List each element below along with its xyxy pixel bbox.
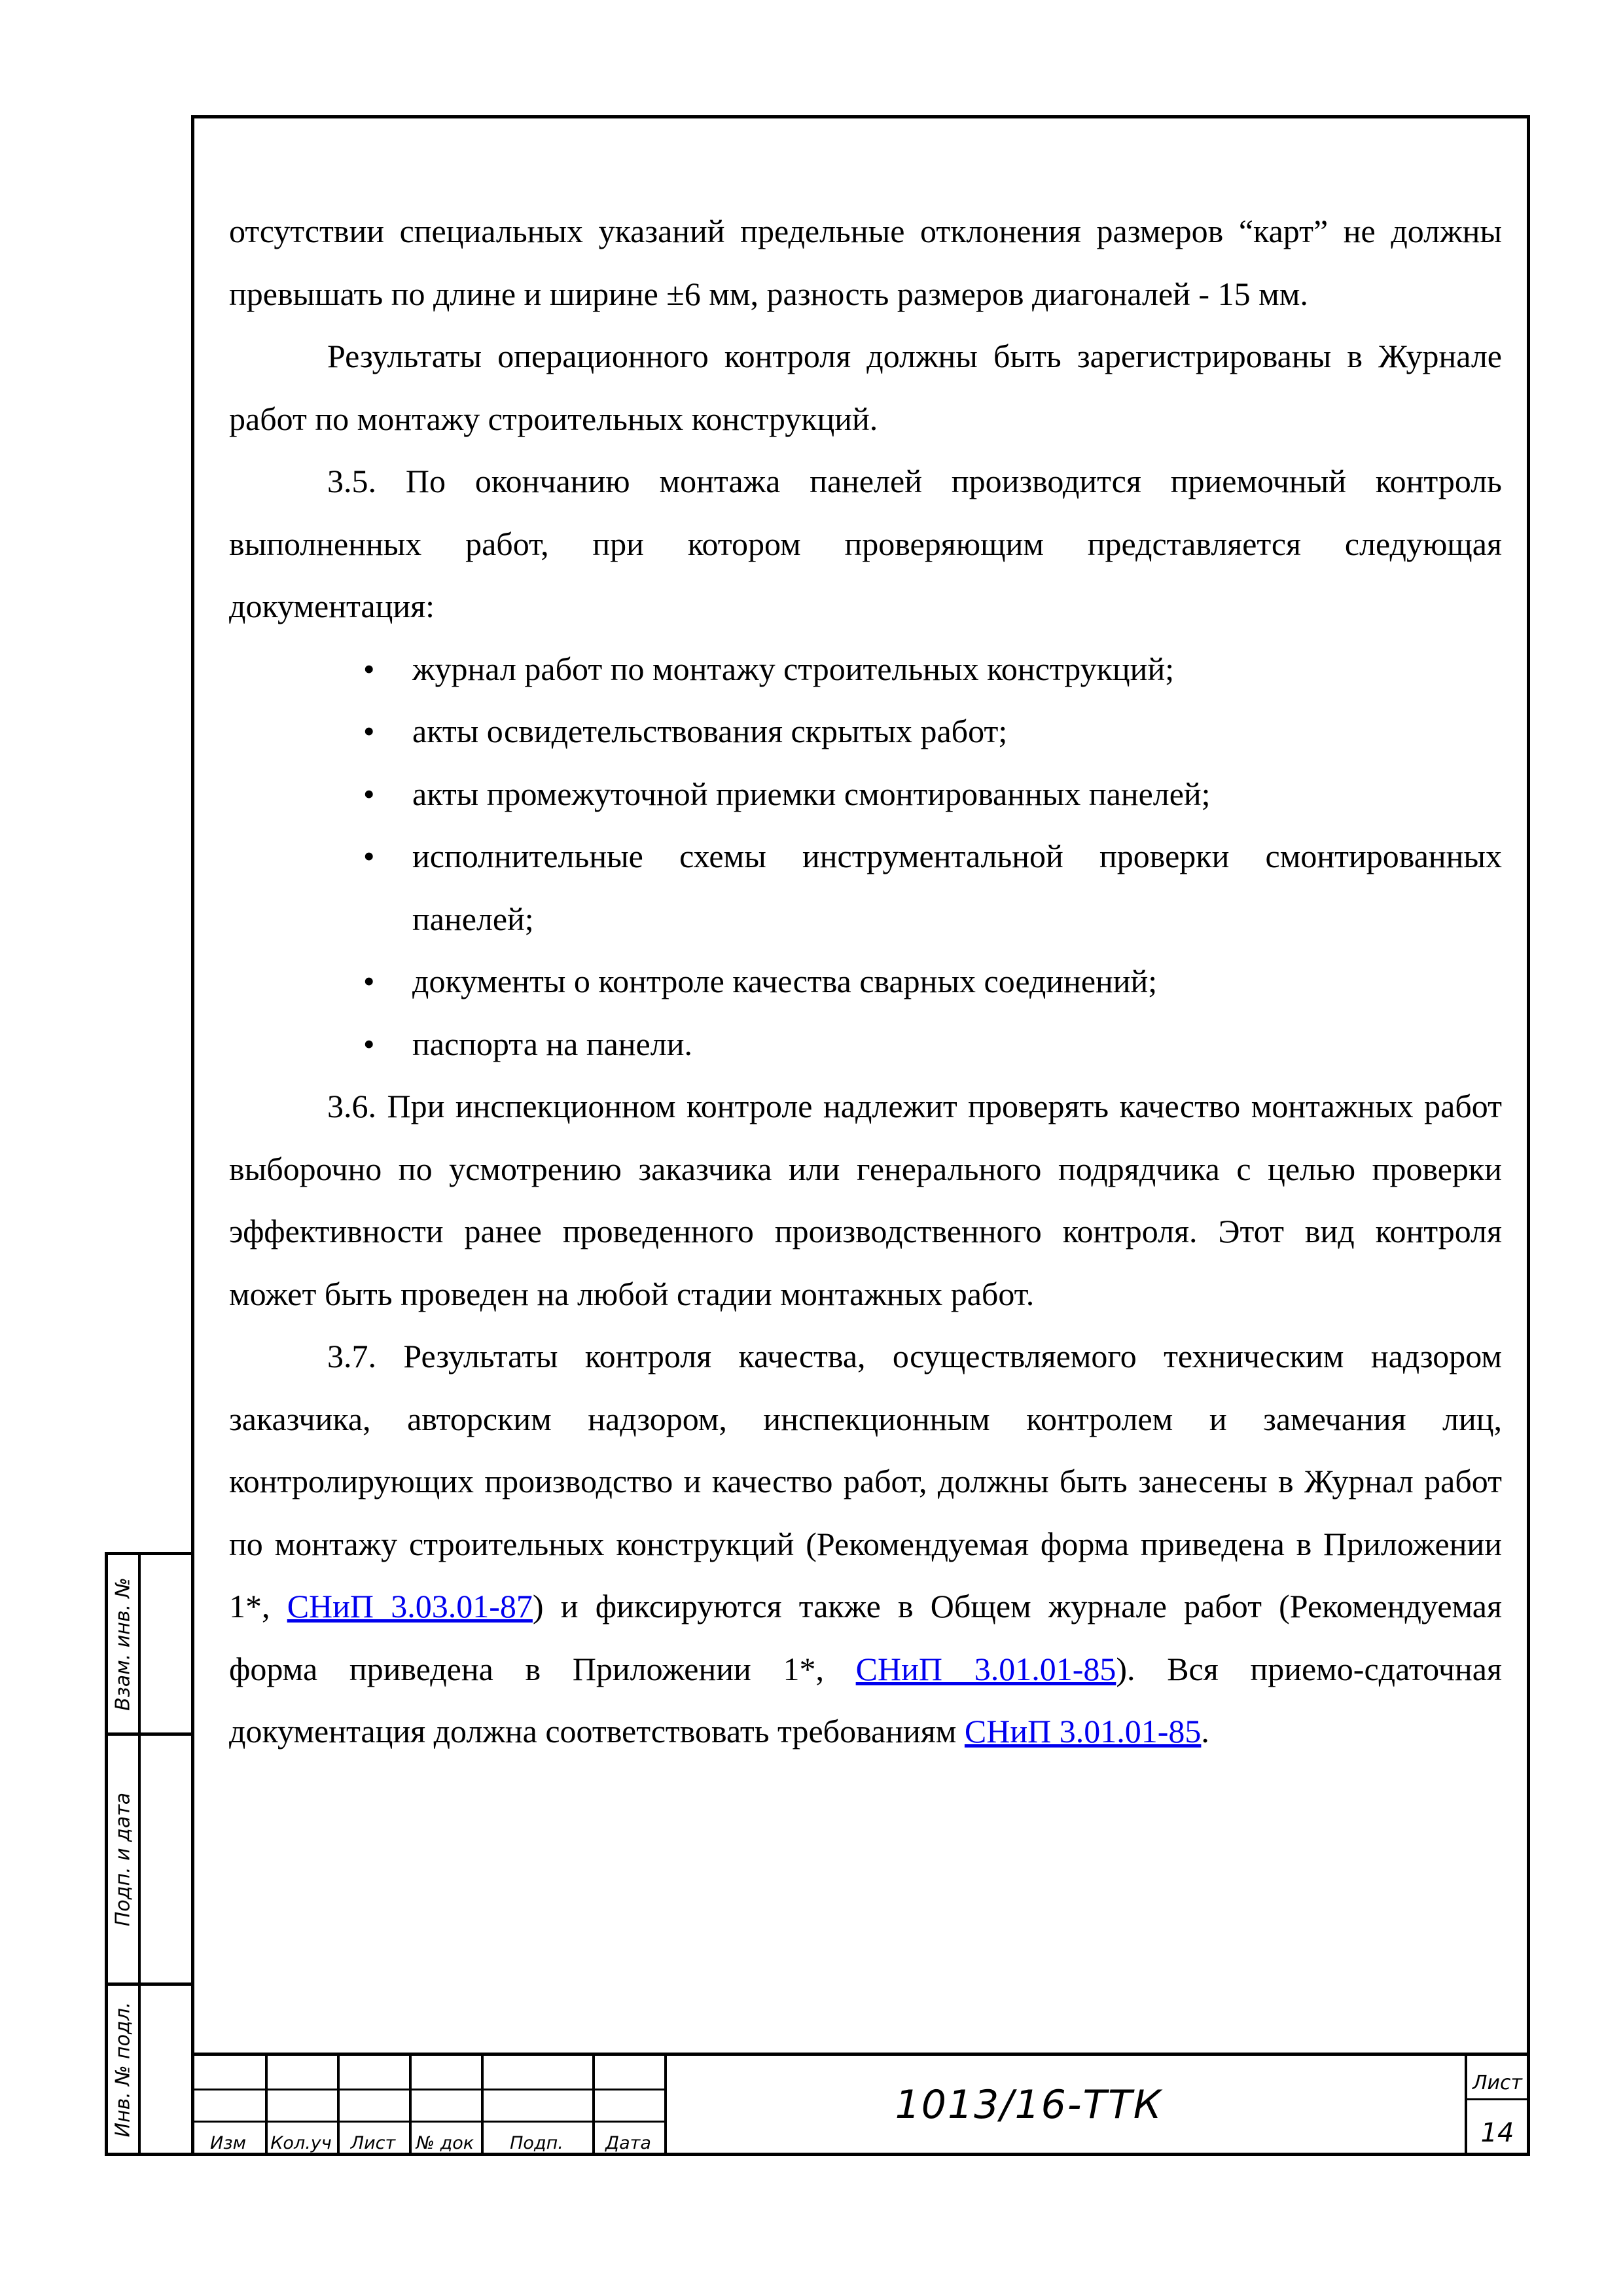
side-stamp — [105, 1552, 194, 2156]
list-item-text: акты освидетельствования скрытых работ; — [412, 713, 1008, 749]
snip-3-01-01-85-link[interactable]: СНиП 3.01.01-85 — [964, 1713, 1202, 1749]
list-item — [229, 700, 1502, 763]
list-item-text: исполнительные схемы инструментальной проверки смонтированных панелей; — [412, 838, 1502, 937]
bullet-icon: • — [363, 775, 375, 812]
paragraph-text: ) и фиксируются также в Общем журнале работ (Рекомендуемая форма приведена в Приложении 1*, — [229, 1588, 1502, 1687]
document-code: 1013/16-ТТК — [895, 2082, 1163, 2128]
bullet-icon: • — [363, 1025, 375, 1062]
column-header-kol-uch: Кол.уч — [270, 2133, 332, 2153]
stamp-label-inv-podl: Инв. № подл. — [111, 2001, 135, 2137]
paragraph-3-5: 3.5. По окончанию монтажа панелей производится приемочный контроль выполненных работ, при котором проверяющим представляется следующая документация: — [229, 463, 1502, 624]
stamp-label-podp-data: Подп. и дата — [111, 1792, 135, 1926]
paragraph-results: Результаты операционного контроля должны быть зарегистрированы в Журнале работ по монтажу строительных конструкций. — [229, 338, 1502, 437]
stamp-row-podp-data — [108, 1732, 191, 1982]
title-block — [191, 2053, 1530, 2156]
paragraph-text: . — [1201, 1713, 1209, 1749]
paragraph-3-7 — [229, 1325, 1502, 1763]
paragraph-3-6: 3.6. При инспекционном контроле надлежит проверять качество монтажных работ выборочно по усмотрению заказчика или генерального подрядчика с целью проверки эффективности ранее проведенного производственного контроля. Этот вид контроля может быть проведен на любой стадии монтажных работ. — [229, 1088, 1502, 1312]
column-header-doc-number: № док — [416, 2133, 474, 2153]
list-item — [229, 950, 1502, 1013]
stamp-row-inv-podl — [108, 1982, 191, 2153]
list-item-text: акты промежуточной приемки смонтированных панелей; — [412, 775, 1211, 812]
column-header-podp: Подп. — [510, 2133, 563, 2153]
stamp-label-vzam-inv: Взам. инв. № — [111, 1577, 135, 1711]
page-body — [229, 200, 1502, 1763]
paragraph-text: 3.7. Результаты контроля качества, осуществляемого техническим надзором заказчика, авторским надзором, инспекционным контролем и замечания лиц, контролирующих производство и качество работ, должны быть занесены в Журнал работ по монтажу строительных конструкций (Рекомендуемая форма приведена в Приложении 1*, — [229, 1338, 1502, 1624]
list-item — [229, 1013, 1502, 1076]
snip-3-03-01-87-link[interactable]: СНиП 3.03.01-87 — [287, 1588, 533, 1624]
documentation-list — [229, 638, 1502, 1076]
column-header-data: Дата — [605, 2133, 651, 2153]
bullet-icon: • — [363, 838, 375, 874]
column-header-list: Лист — [350, 2133, 396, 2153]
sheet-label: Лист — [1472, 2072, 1523, 2094]
sheet-number: 14 — [1480, 2118, 1514, 2148]
stamp-row-vzam-inv — [108, 1555, 191, 1732]
list-item — [229, 763, 1502, 826]
list-item-text: паспорта на панели. — [412, 1025, 692, 1062]
bullet-icon: • — [363, 650, 375, 687]
list-item-text: журнал работ по монтажу строительных конструкций; — [412, 650, 1175, 687]
column-header-izm: Изм — [210, 2133, 246, 2153]
list-item-text: документы о контроле качества сварных соединений; — [412, 963, 1158, 999]
snip-3-01-01-85-link[interactable]: СНиП 3.01.01-85 — [855, 1650, 1116, 1687]
list-item — [229, 825, 1502, 950]
list-item — [229, 638, 1502, 701]
paragraph-text: ). Вся приемо-сдаточная документация должна соответствовать требованиям — [229, 1650, 1502, 1749]
bullet-icon: • — [363, 963, 375, 999]
paragraph-continuation: отсутствии специальных указаний предельные отклонения размеров “карт” не должны превышать по длине и ширине ±6 мм, разность размеров диагоналей - 15 мм. — [229, 213, 1502, 312]
bullet-icon: • — [363, 713, 375, 749]
